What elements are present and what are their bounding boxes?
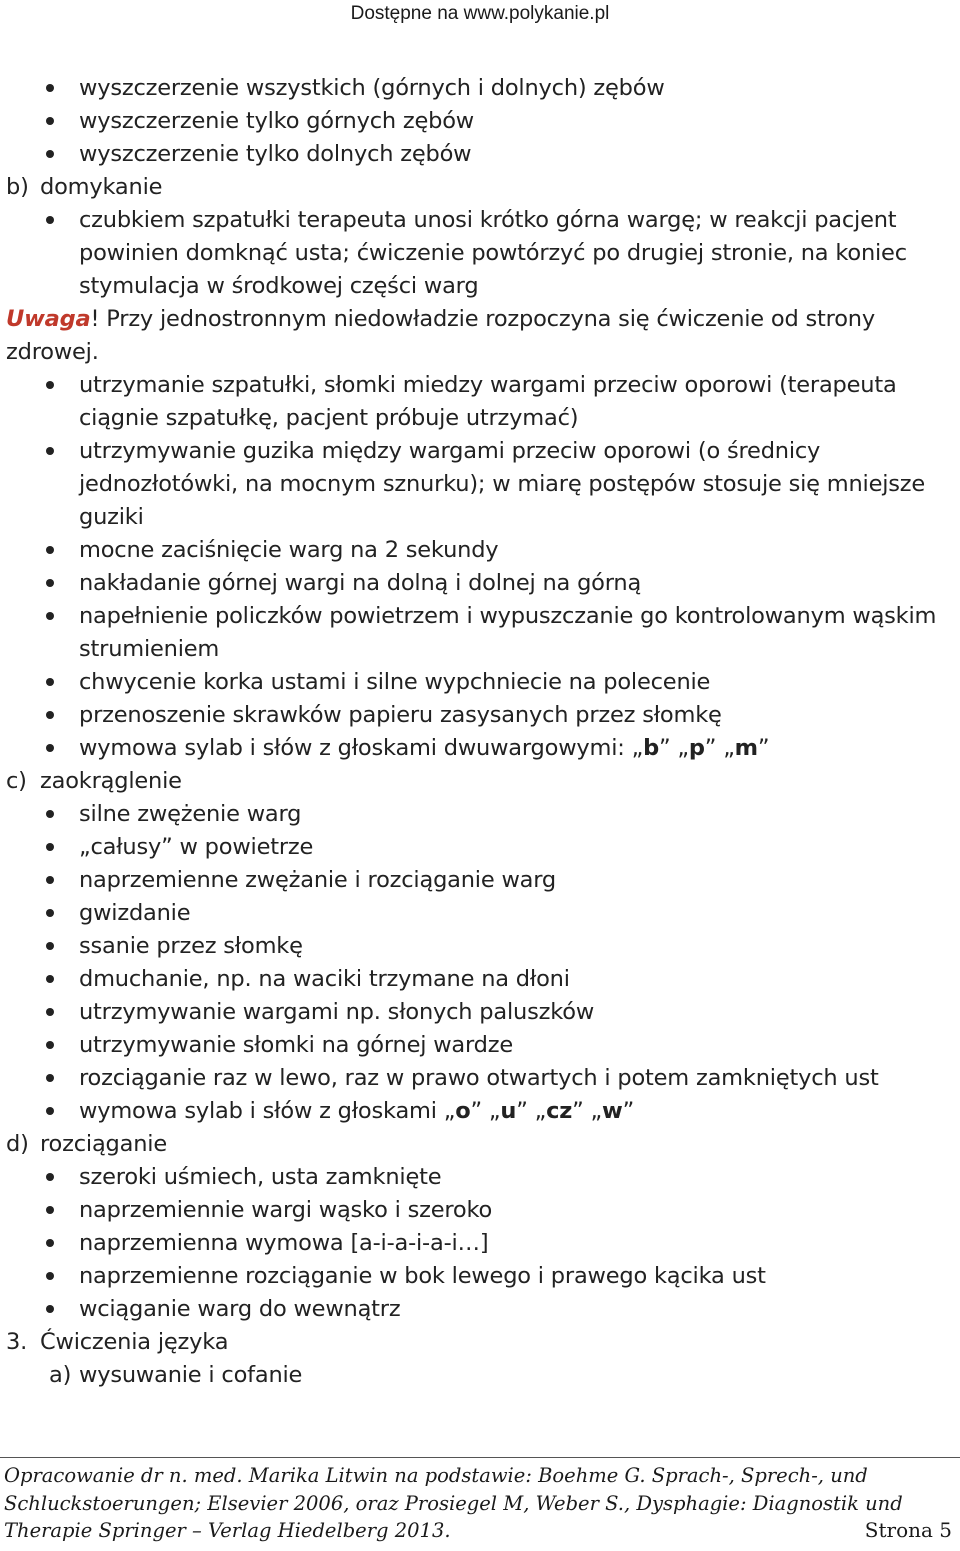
list-item: utrzymywanie guzika między wargami przeciw oporowi (o średnicy jednozłotówki, na mocnym sznurku); w miarę postępów stosuje się mniejsze guziki [6,435,956,534]
list-item: szeroki uśmiech, usta zamknięte [6,1161,956,1194]
section-title: zaokrąglenie [40,768,182,794]
list-item: utrzymywanie wargami np. słonych paluszków [6,996,956,1029]
section-title: Ćwiczenia języka [40,1329,229,1355]
list-item: czubkiem szpatułki terapeuta unosi krótko górna wargę; w reakcji pacjent powinien domknąć usta; ćwiczenie powtórzyć po drugiej stronie, na koniec stymulacja w środkowej części warg [6,204,956,303]
list-item: naprzemienne rozciąganie w bok lewego i prawego kącika ust [6,1260,956,1293]
list-item: napełnienie policzków powietrzem i wypuszczanie go kontrolowanym wąskim strumieniem [6,600,956,666]
footer-citation-line: Opracowanie dr n. med. Marika Litwin na podstawie: Boehme G. Sprach-, Sprech-, und [4,1464,868,1487]
sound-b: b [643,735,659,761]
section-label: c) [6,768,27,794]
list-item: silne zwężenie warg [6,798,956,831]
list-item: wciąganie warg do wewnątrz [6,1293,956,1326]
footer-citation-line: Schluckstoerungen; Elsevier 2006, oraz Prosiegel M, Weber S., Dysphagie: Diagnostik und [4,1491,903,1515]
list-exposure [6,72,956,171]
list-item: gwizdanie [6,897,956,930]
section-heading-c [6,765,956,798]
section-label: b) [6,174,29,200]
list-item: nakładanie górnej wargi na dolną i dolnej na górną [6,567,956,600]
section-heading-d [6,1128,956,1161]
list-item: utrzymywanie słomki na górnej wardze [6,1029,956,1062]
subsection-title: wysuwanie i cofanie [79,1362,303,1388]
list-item: „całusy” w powietrze [6,831,956,864]
section-heading-3 [6,1326,956,1359]
list-item: wyszczerzenie wszystkich (górnych i dolnych) zębów [6,72,956,105]
list-item: ssanie przez słomkę [6,930,956,963]
list-item: mocne zaciśnięcie warg na 2 sekundy [6,534,956,567]
page-number: Strona 5 [864,1518,952,1542]
footer-citation-line: Therapie Springer – Verlag Hiedelberg 2013. [4,1519,451,1542]
list-item: chwycenie korka ustami i silne wypchniecie na polecenie [6,666,956,699]
list-rounding [6,798,956,1128]
list-item: naprzemiennie wargi wąsko i szeroko [6,1194,956,1227]
list-item: wyszczerzenie tylko dolnych zębów [6,138,956,171]
sound-p: p [688,735,705,761]
sound-o: o [455,1098,471,1124]
list-item: naprzemienne zwężanie i rozciąganie warg [6,864,956,897]
section-label: 3. [6,1329,28,1355]
list-item: wyszczerzenie tylko górnych zębów [6,105,956,138]
list-item-rounded-sounds: wymowa sylab i słów z głoskami „o” „u” „cz” „w” [6,1095,956,1128]
sound-u: u [500,1098,517,1124]
section-title: domykanie [40,174,163,200]
list-item: przenoszenie skrawków papieru zasysanych przez słomkę [6,699,956,732]
list-item: rozciąganie raz w lewo, raz w prawo otwartych i potem zamkniętych ust [6,1062,956,1095]
list-item: naprzemienna wymowa [a-i-a-i-a-i…] [6,1227,956,1260]
list-closing-continued [6,369,956,765]
footer-divider [0,1457,960,1458]
sound-m: m [734,735,758,761]
document-body [6,72,956,1392]
page-header: Dostępne na www.polykanie.pl [350,3,610,24]
sound-cz: cz [546,1098,573,1124]
note-paragraph [6,303,956,369]
subsection-label: a) [49,1362,72,1388]
sound-w: w [602,1098,623,1124]
subsection-heading-3a [6,1359,956,1392]
list-closing [6,204,956,303]
section-heading-b [6,171,956,204]
page-footer [4,1462,954,1545]
warning-label: Uwaga [6,306,91,332]
section-title: rozciąganie [40,1131,167,1157]
list-item: utrzymanie szpatułki, słomki miedzy wargami przeciw oporowi (terapeuta ciągnie szpatułkę, pacjent próbuje utrzymać) [6,369,956,435]
list-item: dmuchanie, np. na waciki trzymane na dłoni [6,963,956,996]
section-label: d) [6,1131,29,1157]
note-text: ! Przy jednostronnym niedowładzie rozpoczyna się ćwiczenie od strony zdrowej. [6,306,875,365]
list-item-bilabial-sounds: wymowa sylab i słów z głoskami dwuwargowymi: „b” „p” „m” [6,732,956,765]
list-stretching [6,1161,956,1326]
